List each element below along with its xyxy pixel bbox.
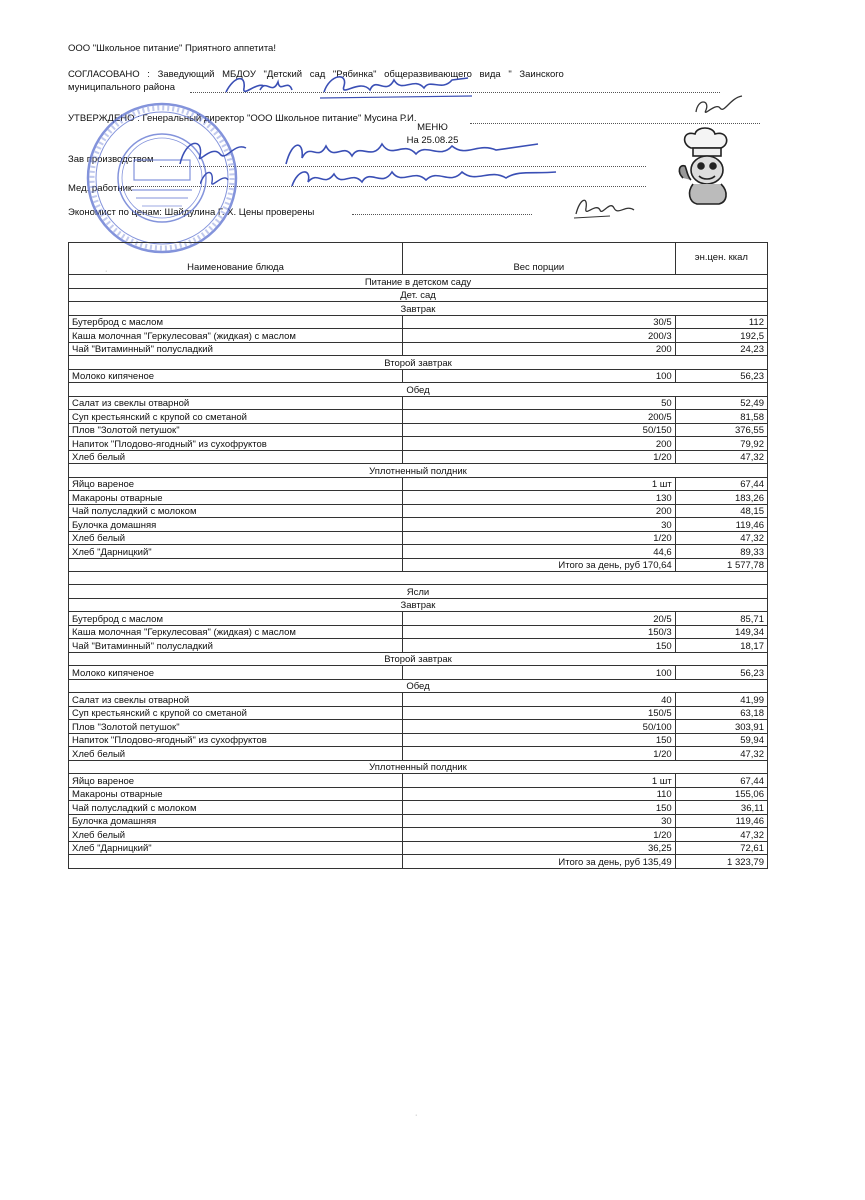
- dish-name: Суп крестьянский с крупой со сметаной: [69, 410, 403, 424]
- company-line: ООО "Школьное питание" Приятного аппетита!: [68, 43, 276, 54]
- portion-weight: 50/150: [402, 423, 675, 437]
- table-row: [69, 747, 768, 761]
- portion-weight: 200/3: [402, 329, 675, 343]
- section-row: [69, 585, 768, 599]
- table-row: [69, 625, 768, 639]
- signature-economist-icon: [570, 190, 640, 222]
- dish-name: Молоко кипяченое: [69, 666, 403, 680]
- energy-value: 119,46: [675, 814, 767, 828]
- table-row: [69, 814, 768, 828]
- energy-value: 63,18: [675, 706, 767, 720]
- table-row: [69, 329, 768, 343]
- meal-group-row: [69, 356, 768, 370]
- section-title: Питание в детском саду: [69, 275, 768, 289]
- agreed-text-1: СОГЛАСОВАНО : Заведующий МБДОУ "Детский сад "Рябинка" общеразвивающего вида " Заинского: [68, 69, 564, 80]
- medic-signature-line: [132, 186, 646, 187]
- blank-row: [69, 572, 768, 585]
- meal-group-title: Второй завтрак: [69, 652, 768, 666]
- dish-name: Каша молочная "Геркулесовая" (жидкая) с маслом: [69, 329, 403, 343]
- dish-name: Салат из свеклы отварной: [69, 693, 403, 707]
- dish-name: Яйцо вареное: [69, 774, 403, 788]
- portion-weight: 150: [402, 733, 675, 747]
- total-kcal: 1 577,78: [675, 558, 767, 572]
- dish-name: Плов "Золотой петушок": [69, 423, 403, 437]
- portion-weight: 1 шт: [402, 477, 675, 491]
- dish-name: Напиток "Плодово-ягодный" из сухофруктов: [69, 437, 403, 451]
- menu-table: [68, 242, 768, 869]
- table-row: [69, 545, 768, 559]
- portion-weight: 100: [402, 369, 675, 383]
- meal-group-title: Обед: [69, 679, 768, 693]
- economist-signature-line: [352, 214, 532, 215]
- blank-cell: [69, 572, 768, 585]
- energy-value: 59,94: [675, 733, 767, 747]
- total-label: Итого за день, руб 170,64: [402, 558, 675, 572]
- portion-weight: 30: [402, 518, 675, 532]
- table-row: [69, 720, 768, 734]
- meal-group-title: Обед: [69, 383, 768, 397]
- table-row: [69, 477, 768, 491]
- total-empty: [69, 558, 403, 572]
- table-row: [69, 787, 768, 801]
- signature-approved-icon: [690, 92, 750, 122]
- scan-mark: ·: [415, 1112, 418, 1119]
- dish-name: Суп крестьянский с крупой со сметаной: [69, 706, 403, 720]
- energy-value: 303,91: [675, 720, 767, 734]
- meal-group-title: Уплотненный полдник: [69, 760, 768, 774]
- portion-weight: 20/5: [402, 612, 675, 626]
- energy-value: 119,46: [675, 518, 767, 532]
- energy-value: 48,15: [675, 504, 767, 518]
- table-header-row: [69, 243, 768, 275]
- meal-group-title: Дет. сад: [69, 288, 768, 302]
- dish-name: Хлеб белый: [69, 747, 403, 761]
- meal-group-title: Завтрак: [69, 302, 768, 316]
- table-row: [69, 491, 768, 505]
- energy-value: 36,11: [675, 801, 767, 815]
- energy-value: 72,61: [675, 841, 767, 855]
- portion-weight-header: Вес порции: [402, 243, 675, 275]
- section-row: [69, 275, 768, 289]
- dish-name: Хлеб белый: [69, 828, 403, 842]
- energy-value: 149,34: [675, 625, 767, 639]
- energy-value: 56,23: [675, 666, 767, 680]
- portion-weight: 1 шт: [402, 774, 675, 788]
- energy-value: 47,32: [675, 450, 767, 464]
- menu-date: На 25.08.25: [406, 135, 459, 146]
- table-row: [69, 450, 768, 464]
- meal-group-row: [69, 288, 768, 302]
- energy-value: 155,06: [675, 787, 767, 801]
- agreed-signature-line: [190, 92, 720, 93]
- energy-value: 112: [675, 315, 767, 329]
- dish-name: Чай полусладкий с молоком: [69, 504, 403, 518]
- table-row: [69, 733, 768, 747]
- portion-weight: 1/20: [402, 450, 675, 464]
- portion-weight: 40: [402, 693, 675, 707]
- table-row: [69, 841, 768, 855]
- table-row: [69, 518, 768, 532]
- table-row: [69, 342, 768, 356]
- energy-value: 79,92: [675, 437, 767, 451]
- economist-line: Экономист по ценам: Шайдулина Г. Х. Цены проверены: [68, 207, 315, 218]
- table-row: [69, 828, 768, 842]
- portion-weight: 150/3: [402, 625, 675, 639]
- energy-value: 18,17: [675, 639, 767, 653]
- portion-weight: 30: [402, 814, 675, 828]
- meal-group-row: [69, 760, 768, 774]
- energy-value: 24,23: [675, 342, 767, 356]
- dish-name: Булочка домашняя: [69, 814, 403, 828]
- meal-group-row: [69, 598, 768, 612]
- dish-name: Плов "Золотой петушок": [69, 720, 403, 734]
- portion-weight: 200/5: [402, 410, 675, 424]
- meal-group-row: [69, 302, 768, 316]
- medic-line: Мед. работник: [68, 183, 133, 194]
- total-row: [69, 855, 768, 869]
- dish-name: Хлеб "Дарницкий": [69, 841, 403, 855]
- dish-name: Чай "Витаминный" полусладкий: [69, 639, 403, 653]
- dish-name: Хлеб белый: [69, 450, 403, 464]
- total-kcal: 1 323,79: [675, 855, 767, 869]
- energy-value: 47,32: [675, 531, 767, 545]
- table-row: [69, 504, 768, 518]
- table-row: [69, 531, 768, 545]
- menu-title: МЕНЮ: [417, 122, 448, 133]
- chef-line: Зав производством: [68, 154, 154, 165]
- portion-weight: 50: [402, 396, 675, 410]
- approved-line: УТВЕРЖДЕНО : Генеральный директор "ООО Школьное питание" Мусина Р.И.: [68, 113, 417, 124]
- energy-value: 192,5: [675, 329, 767, 343]
- table-row: [69, 706, 768, 720]
- portion-weight: 150: [402, 639, 675, 653]
- energy-value: 56,23: [675, 369, 767, 383]
- energy-value: 67,44: [675, 774, 767, 788]
- energy-value: 47,32: [675, 747, 767, 761]
- total-row: [69, 558, 768, 572]
- portion-weight: 200: [402, 437, 675, 451]
- meal-group-title: Завтрак: [69, 598, 768, 612]
- meal-group-row: [69, 464, 768, 478]
- portion-weight: 150: [402, 801, 675, 815]
- portion-weight: 150/5: [402, 706, 675, 720]
- total-empty: [69, 855, 403, 869]
- energy-value: 81,58: [675, 410, 767, 424]
- dish-name: Булочка домашняя: [69, 518, 403, 532]
- meal-group-row: [69, 679, 768, 693]
- dish-name: Хлеб "Дарницкий": [69, 545, 403, 559]
- section-title: Ясли: [69, 585, 768, 599]
- dish-name: Салат из свеклы отварной: [69, 396, 403, 410]
- portion-weight: 1/20: [402, 747, 675, 761]
- dish-name: Чай "Витаминный" полусладкий: [69, 342, 403, 356]
- dish-name: Макароны отварные: [69, 787, 403, 801]
- agreed-line-2: муниципального района: [68, 82, 176, 93]
- energy-value: 376,55: [675, 423, 767, 437]
- meal-group-row: [69, 652, 768, 666]
- energy-value: 67,44: [675, 477, 767, 491]
- portion-weight: 30/5: [402, 315, 675, 329]
- energy-value: 183,26: [675, 491, 767, 505]
- dish-name: Хлеб белый: [69, 531, 403, 545]
- portion-weight: 110: [402, 787, 675, 801]
- portion-weight: 1/20: [402, 828, 675, 842]
- energy-value: 85,71: [675, 612, 767, 626]
- total-label: Итого за день, руб 135,49: [402, 855, 675, 869]
- energy-value: 47,32: [675, 828, 767, 842]
- table-row: [69, 666, 768, 680]
- energy-value: 52,49: [675, 396, 767, 410]
- menu-table-body: [69, 243, 768, 869]
- portion-weight: 1/20: [402, 531, 675, 545]
- table-row: [69, 639, 768, 653]
- portion-weight: 130: [402, 491, 675, 505]
- scan-mark: ·: [105, 268, 108, 275]
- table-row: [69, 612, 768, 626]
- chef-signature-line: [160, 166, 646, 167]
- table-row: [69, 774, 768, 788]
- dish-name: Макароны отварные: [69, 491, 403, 505]
- dish-name: Молоко кипяченое: [69, 369, 403, 383]
- table-row: [69, 410, 768, 424]
- dish-name: Каша молочная "Геркулесовая" (жидкая) с маслом: [69, 625, 403, 639]
- dish-name: Яйцо вареное: [69, 477, 403, 491]
- table-row: [69, 396, 768, 410]
- meal-group-title: Второй завтрак: [69, 356, 768, 370]
- table-row: [69, 369, 768, 383]
- dish-name: Напиток "Плодово-ягодный" из сухофруктов: [69, 733, 403, 747]
- table-row: [69, 801, 768, 815]
- table-row: [69, 423, 768, 437]
- portion-weight: 200: [402, 504, 675, 518]
- energy-value: 41,99: [675, 693, 767, 707]
- portion-weight: 100: [402, 666, 675, 680]
- dish-name: Бутерброд с маслом: [69, 612, 403, 626]
- table-row: [69, 693, 768, 707]
- portion-weight: 44,6: [402, 545, 675, 559]
- agreed-line-1: [68, 69, 668, 80]
- portion-weight: 200: [402, 342, 675, 356]
- meal-group-row: [69, 383, 768, 397]
- energy-value-header: эн.цен. ккал: [675, 243, 767, 275]
- portion-weight: 50/100: [402, 720, 675, 734]
- dish-name: Бутерброд с маслом: [69, 315, 403, 329]
- portion-weight: 36,25: [402, 841, 675, 855]
- dish-name: Чай полусладкий с молоком: [69, 801, 403, 815]
- meal-group-title: Уплотненный полдник: [69, 464, 768, 478]
- dish-name-header: Наименование блюда: [69, 243, 403, 275]
- table-row: [69, 315, 768, 329]
- energy-value: 89,33: [675, 545, 767, 559]
- table-row: [69, 437, 768, 451]
